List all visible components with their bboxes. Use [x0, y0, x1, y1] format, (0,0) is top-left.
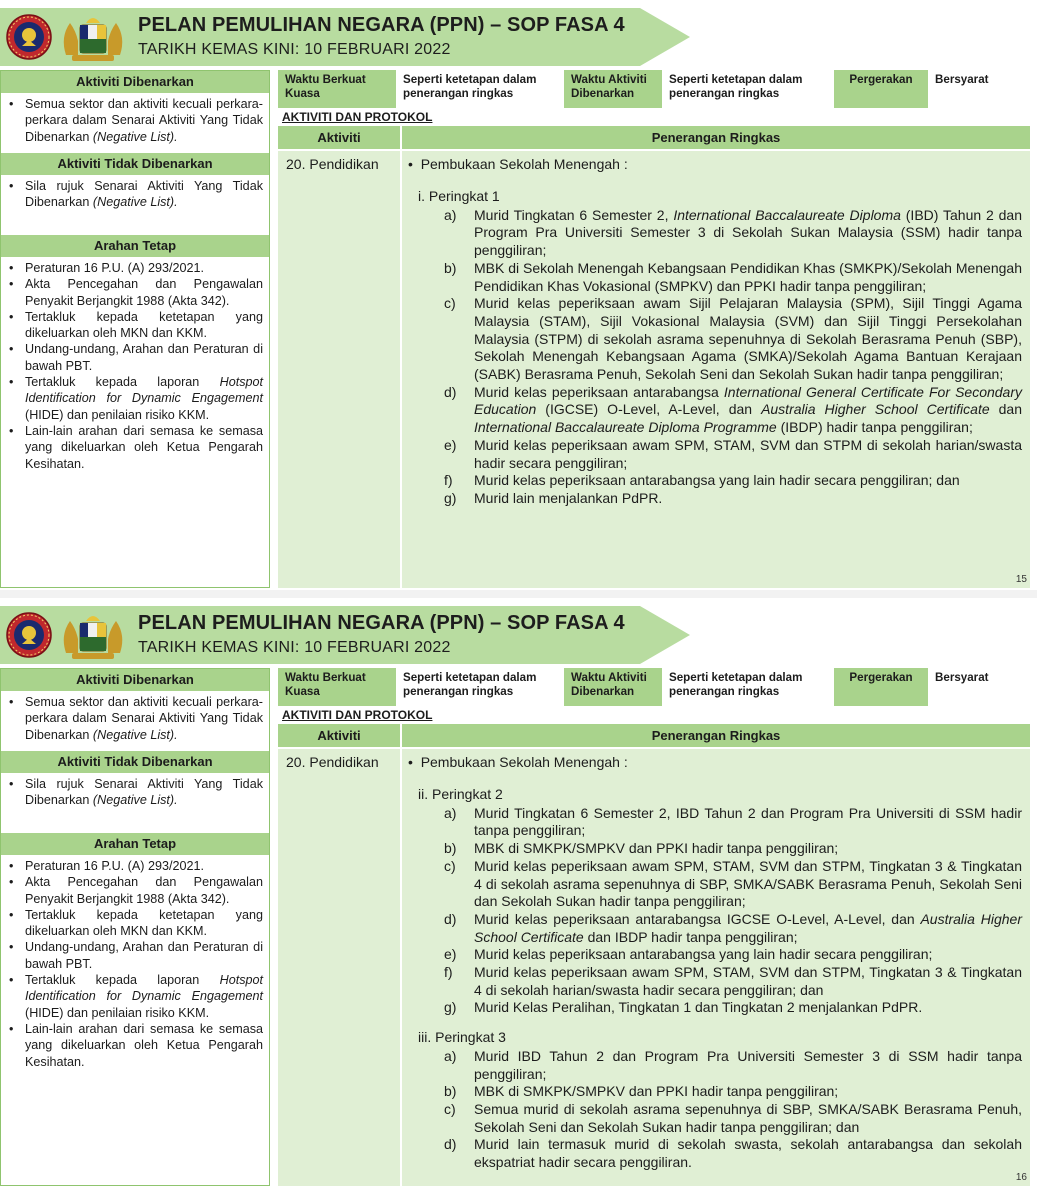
list-item-marker: b): [444, 259, 457, 276]
right-panel: [278, 70, 1030, 588]
list-item: e) Murid kelas peperiksaan antarabangsa yang lain hadir secara penggiliran;: [444, 946, 933, 963]
coat-of-arms-icon: [58, 609, 128, 661]
list-item-marker: e): [444, 436, 457, 453]
list-item: c) Semua murid di sekolah asrama sepenuhnya di SBP, SMKA/SABK Berasrama Penuh, Sekolah Seni dan Sekolah Sukan hadir tanpa penggiliran; dan: [444, 1100, 1022, 1135]
level-heading: i. Peringkat 1: [418, 188, 500, 204]
list-item-marker: a): [444, 804, 457, 821]
movement-label: Pergerakan: [834, 70, 928, 108]
protocol-table: [278, 724, 1030, 1186]
prohibited-activities-text: • Sila rujuk Senarai Aktiviti Yang Tidak Dibenarkan (Negative List).: [9, 178, 263, 211]
list-item: f) Murid kelas peperiksaan awam SPM, STAM, SVM dan STPM, Tingkatan 3 & Tingkatan 4 di sekolah harian/swasta hadir secara penggiliran; dan: [444, 964, 1022, 998]
section-label: AKTIVITI DAN PROTOKOL: [282, 110, 433, 124]
row-divider: [278, 149, 1030, 151]
standing-order-item: • Tertakluk kepada ketetapan yang dikeluarkan oleh MKN dan KKM.: [9, 907, 263, 940]
activity-name: 20. Pendidikan: [286, 754, 379, 770]
column-header-description: Penerangan Ringkas: [651, 728, 781, 743]
list-item: c) Murid kelas peperiksaan awam SPM, STAM, SVM dan STPM, Tingkatan 3 & Tingkatan 4 di sekolah asrama sepenuhnya di SBP, SMKA/SABK Berasrama Penuh, Sekolah Seni dan Sekolah Sukan hadir tanpa penggiliran;: [444, 857, 1022, 910]
standing-order-item: • Undang-undang, Arahan dan Peraturan di bawah PBT.: [9, 939, 263, 972]
slide-header: [0, 606, 690, 664]
level-heading: iii. Peringkat 3: [418, 1029, 506, 1046]
effective-time-value: Seperti ketetapan dalam penerangan ringkas: [403, 73, 537, 100]
list-item-marker: c): [444, 295, 456, 312]
prohibited-activities-heading: Aktiviti Tidak Dibenarkan: [1, 751, 269, 773]
allowed-activities-heading: Aktiviti Dibenarkan: [1, 71, 269, 93]
list-item: f) Murid kelas peperiksaan antarabangsa yang lain hadir secara penggiliran; dan: [444, 472, 960, 489]
movement-value: Bersyarat: [935, 671, 989, 684]
standing-order-item: • Akta Pencegahan dan Pengawalan Penyakit Berjangkit 1988 (Akta 342).: [9, 276, 263, 309]
list-item: e) Murid kelas peperiksaan awam SPM, STAM, SVM dan STPM di sekolah harian/swasta hadir secara penggiliran;: [444, 436, 1022, 471]
list-item-marker: g): [444, 489, 457, 506]
standing-order-item: • Undang-undang, Arahan dan Peraturan di bawah PBT.: [9, 341, 263, 374]
left-panel: [0, 668, 270, 1186]
allowed-activities-text: • Semua sektor dan aktiviti kecuali perkara-perkara dalam Senarai Aktiviti Yang Tidak Dibenarkan (Negative List).: [9, 96, 263, 145]
list-item: b) MBK di SMKPK/SMPKV dan PPKI hadir tanpa penggiliran;: [444, 840, 839, 857]
standing-order-item: • Tertakluk kepada ketetapan yang dikeluarkan oleh MKN dan KKM.: [9, 309, 263, 342]
update-date: TARIKH KEMAS KINI: 10 FEBRUARI 2022: [138, 41, 451, 58]
description-heading: • Pembukaan Sekolah Menengah :: [408, 156, 628, 172]
prohibited-activities-heading: Aktiviti Tidak Dibenarkan: [1, 153, 269, 175]
description-content: [402, 188, 1022, 508]
list-item: d) Murid kelas peperiksaan antarabangsa IGCSE O-Level, A-Level, dan Australia Higher School Certificate dan IBDP hadir tanpa penggiliran;: [444, 910, 1022, 945]
list-item-marker: f): [444, 964, 453, 981]
protocol-table: [278, 126, 1030, 588]
page-title: PELAN PEMULIHAN NEGARA (PPN) – SOP FASA 4: [138, 612, 625, 634]
level-heading: ii. Peringkat 2: [418, 786, 503, 802]
list-item: g) Murid lain menjalankan PdPR.: [444, 489, 663, 506]
section-label: AKTIVITI DAN PROTOKOL: [282, 708, 433, 722]
row-divider: [278, 747, 1030, 749]
list-item-marker: b): [444, 1083, 457, 1100]
standing-order-item: • Tertakluk kepada laporan Hotspot Identification for Dynamic Engagement (HIDE) dan penilaian risiko KKM.: [9, 972, 263, 1021]
allowed-time-label: Waktu Aktiviti Dibenarkan: [564, 668, 662, 706]
standing-order-item: • Peraturan 16 P.U. (A) 293/2021.: [9, 858, 263, 874]
page-title: PELAN PEMULIHAN NEGARA (PPN) – SOP FASA 4: [138, 14, 625, 36]
list-item: b) MBK di Sekolah Menengah Kebangsaan Pendidikan Khas (SMKPK)/Sekolah Menengah Pendidikan Khas Vokasional (SMPKV) dan PPKI hadir tanpa penggiliran;: [444, 259, 1022, 294]
list-item: d) Murid kelas peperiksaan antarabangsa International General Certificate For Secondary Education (IGCSE) O-Level, A-Level, dan Australia Higher School Certificate dan International Baccalaureate Diploma Programme (IBDP) hadir tanpa penggiliran;: [444, 383, 1022, 436]
list-item: a) Murid IBD Tahun 2 dan Program Pra Universiti Semester 3 di SSM hadir tanpa penggiliran;: [444, 1047, 1022, 1082]
standing-order-item: • Lain-lain arahan dari semasa ke semasa yang dikeluarkan oleh Ketua Pengarah Kesihatan.: [9, 1021, 263, 1070]
list-item-marker: e): [444, 946, 457, 963]
prohibited-activities-text: • Sila rujuk Senarai Aktiviti Yang Tidak Dibenarkan (Negative List).: [9, 776, 263, 809]
right-panel: [278, 668, 1030, 1186]
allowed-time-value: Seperti ketetapan dalam penerangan ringkas: [669, 671, 803, 698]
list-item: g) Murid Kelas Peralihan, Tingkatan 1 dan Tingkatan 2 menjalankan PdPR.: [444, 999, 923, 1016]
activity-name: 20. Pendidikan: [286, 156, 379, 172]
standing-orders-heading: Arahan Tetap: [1, 235, 269, 257]
info-bar: [278, 668, 1030, 706]
effective-time-label: Waktu Berkuat Kuasa: [278, 70, 396, 108]
list-item-marker: a): [444, 1047, 457, 1064]
coat-of-arms-icon: [58, 11, 128, 63]
list-item-marker: c): [444, 1100, 456, 1117]
slide-page-16: [0, 598, 1037, 1194]
list-item-marker: d): [444, 910, 457, 927]
table-header: [278, 126, 1030, 149]
allowed-activities-text: • Semua sektor dan aktiviti kecuali perkara-perkara dalam Senarai Aktiviti Yang Tidak Dibenarkan (Negative List).: [9, 694, 263, 743]
effective-time-value: Seperti ketetapan dalam penerangan ringkas: [403, 671, 537, 698]
left-panel: [0, 70, 270, 588]
movement-value: Bersyarat: [935, 73, 989, 86]
allowed-time-value: Seperti ketetapan dalam penerangan ringkas: [669, 73, 803, 100]
page-number: 15: [1015, 574, 1027, 585]
list-item-marker: b): [444, 840, 457, 857]
column-header-description: Penerangan Ringkas: [651, 130, 781, 145]
movement-label: Pergerakan: [834, 668, 928, 706]
slide-header: [0, 8, 690, 66]
standing-order-item: • Tertakluk kepada laporan Hotspot Identification for Dynamic Engagement (HIDE) dan penilaian risiko KKM.: [9, 374, 263, 423]
list-item-marker: g): [444, 999, 457, 1016]
description-content: [402, 786, 1022, 1172]
list-item: a) Murid Tingkatan 6 Semester 2, International Baccalaureate Diploma (IBD) Tahun 2 dan Program Pra Universiti Semester 3 di Sekolah Sukan Malaysia (SSM) hadir tanpa penggiliran;: [444, 206, 1022, 259]
standing-order-item: • Lain-lain arahan dari semasa ke semasa yang dikeluarkan oleh Ketua Pengarah Kesihatan.: [9, 423, 263, 472]
column-header-activity: Aktiviti: [317, 728, 361, 743]
allowed-time-label: Waktu Aktiviti Dibenarkan: [564, 70, 662, 108]
list-item-marker: d): [444, 1136, 457, 1153]
list-item: a) Murid Tingkatan 6 Semester 2, IBD Tahun 2 dan Program Pra Universiti di SSM hadir tanpa penggiliran;: [444, 804, 1022, 839]
table-header: [278, 724, 1030, 747]
page-number: 16: [1015, 1172, 1027, 1183]
list-item-marker: a): [444, 206, 457, 223]
list-item: c) Murid kelas peperiksaan awam Sijil Pelajaran Malaysia (SPM), Sijil Tinggi Agama Malaysia (STAM), Sijil Vokasional Malaysia (SVM) dan Sijil Tinggi Persekolahan Malaysia (STPM) di sekolah asrama sepenuhnya di Sekolah Berasrama Penuh (SBP), Sekolah Menengah Kebangsaan Agama (SMKA)/Sekolah Agama Bantuan Kerajaan (SABK) Berasrama Penuh, Sekolah Seni dan Sekolah Sukan hadir tanpa penggiliran;: [444, 295, 1022, 383]
allowed-activities-heading: Aktiviti Dibenarkan: [1, 669, 269, 691]
agency-crest-icon: [6, 10, 52, 64]
list-item-marker: f): [444, 472, 453, 489]
description-heading: • Pembukaan Sekolah Menengah :: [408, 754, 628, 770]
info-bar: [278, 70, 1030, 108]
slide-page-15: [0, 0, 1037, 596]
update-date: TARIKH KEMAS KINI: 10 FEBRUARI 2022: [138, 639, 451, 656]
list-item-marker: c): [444, 857, 456, 874]
list-item: d) Murid lain termasuk murid di sekolah swasta, sekolah antarabangsa dan sekolah ekspatriat hadir secara penggiliran.: [444, 1136, 1022, 1171]
column-header-activity: Aktiviti: [317, 130, 361, 145]
effective-time-label: Waktu Berkuat Kuasa: [278, 668, 396, 706]
list-item: b) MBK di SMKPK/SMPKV dan PPKI hadir tanpa penggiliran;: [444, 1083, 839, 1100]
list-item-marker: d): [444, 383, 457, 400]
agency-crest-icon: [6, 608, 52, 662]
standing-orders-heading: Arahan Tetap: [1, 833, 269, 855]
standing-order-item: • Akta Pencegahan dan Pengawalan Penyakit Berjangkit 1988 (Akta 342).: [9, 874, 263, 907]
standing-order-item: • Peraturan 16 P.U. (A) 293/2021.: [9, 260, 263, 276]
